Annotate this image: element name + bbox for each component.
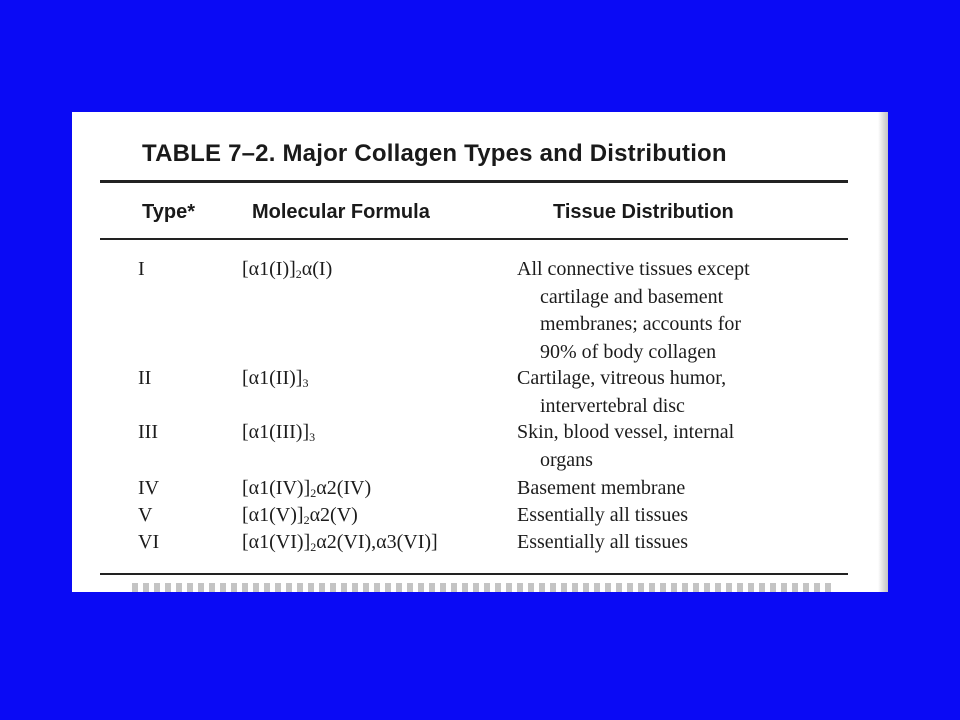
row-4-tissue: Basement membrane [517,477,686,499]
row-4-formula: $[\alpha 1(IV)]_2\alpha 2(IV)$ [242,477,372,500]
bottom-rule [100,573,848,575]
row-4-type: IV [138,477,160,499]
top-rule [100,180,848,183]
row-1-type: I [138,258,145,280]
row-2-type: II [138,367,152,389]
row-2-formula: $[\alpha 1(II)]_3$ [242,367,309,390]
row-2-tissue: Cartilage, vitreous humor, intervertebral disc [517,367,727,417]
row-3-tissue: Skin, blood vessel, internal organs [517,421,735,471]
header-molecular-formula: Molecular Formula [252,201,430,223]
header-rule [100,238,848,240]
header-type: Type* [142,201,195,223]
row-1-formula: $[\alpha 1(I)]_2\alpha(I)$ [242,258,333,281]
table-title: TABLE 7–2. Major Collagen Types and Distribution [142,140,727,167]
header-tissue-distribution: Tissue Distribution [553,201,734,223]
row-6-tissue: Essentially all tissues [517,531,689,553]
page-edge-shadow [878,112,888,592]
row-5-type: V [138,504,153,526]
row-5-tissue: Essentially all tissues [517,504,689,526]
row-6-formula: $[\alpha 1(VI)]_2\alpha 2(VI),\alpha 3(VI)$] [242,531,438,554]
scanned-table-image [72,112,888,592]
row-3-formula: $[\alpha 1(III)]_3$ [242,421,316,444]
row-6-type: VI [138,531,160,553]
cut-off-footnote-text [132,583,832,592]
row-5-formula: $[\alpha 1(V)]_2\alpha 2(V)$ [242,504,358,527]
row-1-tissue: All connective tissues except cartilage and basement membranes; accounts for 90% of body collagen [517,258,750,363]
row-3-type: III [138,421,158,443]
